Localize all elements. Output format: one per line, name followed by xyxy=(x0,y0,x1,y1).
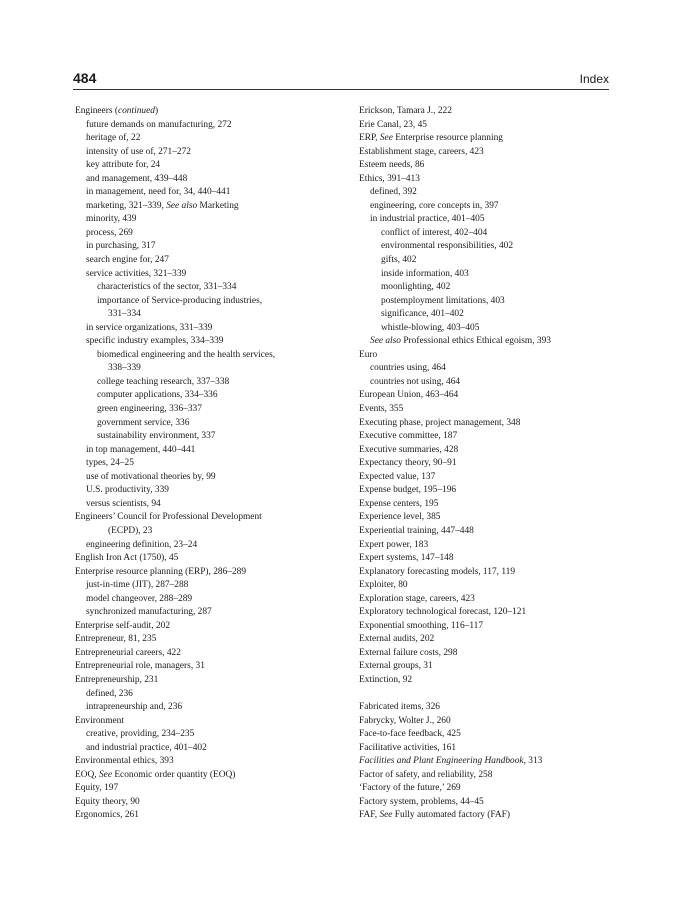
index-italic-text: Facilities and Plant Engineering Handbook xyxy=(359,756,524,767)
index-text: Events, 355 xyxy=(359,404,404,415)
index-text: versus scientists, 94 xyxy=(86,498,161,509)
index-text: External audits, 202 xyxy=(359,634,435,645)
index-subentry xyxy=(75,240,347,254)
index-subentry xyxy=(75,498,347,512)
index-entry xyxy=(359,633,611,647)
index-subentry xyxy=(75,335,347,349)
index-text: synchronized manufacturing, 287 xyxy=(86,607,212,618)
index-entry xyxy=(359,674,611,688)
index-entry xyxy=(359,511,611,525)
index-subentry xyxy=(75,322,347,336)
index-entry xyxy=(359,606,611,620)
index-entry xyxy=(75,620,347,634)
index-text: intrapreneurship and, 236 xyxy=(86,702,183,713)
index-text: gifts, 402 xyxy=(381,255,417,266)
index-text: Expense centers, 195 xyxy=(359,498,439,509)
index-text: ‘Factory of the future,’ 269 xyxy=(359,783,461,794)
index-entry xyxy=(359,728,611,742)
index-text: Engineers ( xyxy=(75,106,118,116)
index-subentry xyxy=(359,186,611,200)
index-entry xyxy=(359,701,611,715)
index-subentry xyxy=(359,268,611,282)
index-entry-continuation xyxy=(75,525,347,539)
index-subentry xyxy=(359,200,611,214)
index-italic-text: See xyxy=(379,810,393,821)
index-text: English Iron Act (1750), 45 xyxy=(75,553,179,564)
index-entry xyxy=(359,471,611,485)
index-text: Esteem needs, 86 xyxy=(359,160,425,171)
index-entry xyxy=(359,430,611,444)
index-entry xyxy=(359,389,611,403)
index-text: Ethics, 391–413 xyxy=(359,173,420,184)
index-text: Expectancy theory, 90–91 xyxy=(359,458,457,469)
index-text: Executive committee, 187 xyxy=(359,431,458,442)
index-text: Enterprise resource planning xyxy=(392,133,503,144)
index-text: college teaching research, 337–338 xyxy=(97,376,230,387)
index-text: model changeover, 288–289 xyxy=(86,593,193,604)
running-head: Index xyxy=(579,72,609,86)
index-subentry xyxy=(75,227,347,241)
index-text: in top management, 440–441 xyxy=(86,444,196,455)
index-entry xyxy=(359,457,611,471)
index-text: Equity theory, 90 xyxy=(75,796,140,807)
index-subentry xyxy=(75,173,347,187)
index-text: significance, 401–402 xyxy=(381,309,464,320)
index-entry xyxy=(359,173,611,187)
index-text: Marketing xyxy=(197,200,239,211)
index-subentry xyxy=(75,430,347,444)
index-entry xyxy=(359,146,611,160)
index-subentry xyxy=(75,579,347,593)
index-italic-text: See xyxy=(98,769,112,780)
index-subentry xyxy=(359,240,611,254)
index-text: Executive summaries, 428 xyxy=(359,444,459,455)
index-text: Euro xyxy=(359,349,378,360)
index-text: Exploration stage, careers, 423 xyxy=(359,593,475,604)
index-text: types, 24–25 xyxy=(86,458,134,469)
index-text: Expense budget, 195–196 xyxy=(359,485,457,496)
index-subentry xyxy=(359,213,611,227)
index-entry xyxy=(359,796,611,810)
index-entry xyxy=(359,660,611,674)
index-text: intensity of use of, 271–272 xyxy=(86,146,191,157)
index-text: search engine for, 247 xyxy=(86,255,169,266)
index-italic-text: See also xyxy=(166,200,198,211)
page-number: 484 xyxy=(73,70,97,86)
index-text: Erickson, Tamara J., 222 xyxy=(359,106,452,116)
index-text: and management, 439–448 xyxy=(86,173,188,184)
index-subentry xyxy=(359,362,611,376)
index-text: EOQ, xyxy=(75,769,99,780)
index-text: just-in-time (JIT), 287–288 xyxy=(86,580,189,591)
index-text: Equity, 197 xyxy=(75,783,119,794)
index-subentry xyxy=(75,688,347,702)
index-text: Entrepreneurial careers, 422 xyxy=(75,647,181,658)
index-entry xyxy=(359,566,611,580)
index-entry xyxy=(75,647,347,661)
index-subentry xyxy=(359,376,611,390)
index-entry xyxy=(359,809,611,823)
index-entry xyxy=(359,769,611,783)
index-text: Establishment stage, careers, 423 xyxy=(359,146,484,157)
index-text: Economic order quantity (EOQ) xyxy=(111,769,236,780)
index-entry xyxy=(359,647,611,661)
index-text: Exploratory technological forecast, 120–121 xyxy=(359,607,527,618)
index-text: Facilitative activities, 161 xyxy=(359,742,457,753)
index-subentry xyxy=(75,200,347,214)
index-subentry xyxy=(359,308,611,322)
index-text: Enterprise resource planning (ERP), 286–289 xyxy=(75,566,247,577)
index-text: in industrial practice, 401–405 xyxy=(370,214,485,225)
index-subentry xyxy=(75,146,347,160)
index-text: Expert systems, 147–148 xyxy=(359,553,454,564)
index-text: Factor of safety, and reliability, 258 xyxy=(359,769,493,780)
index-entry xyxy=(359,593,611,607)
index-text: Experience level, 385 xyxy=(359,512,441,523)
index-entry xyxy=(75,660,347,674)
index-subentry xyxy=(75,254,347,268)
index-entry xyxy=(359,525,611,539)
index-text: key attribute for, 24 xyxy=(86,160,161,171)
index-text: Entrepreneurial role, managers, 31 xyxy=(75,661,205,672)
index-text: Professional ethics Ethical egoism, 393 xyxy=(400,336,551,347)
index-subentry xyxy=(75,742,347,756)
index-text: U.S. productivity, 339 xyxy=(86,485,169,496)
index-entry xyxy=(75,511,347,525)
index-subentry xyxy=(75,457,347,471)
index-text: engineering definition, 23–24 xyxy=(86,539,198,550)
index-subentry xyxy=(359,254,611,268)
index-text: inside information, 403 xyxy=(381,268,469,279)
index-subentry xyxy=(75,471,347,485)
index-subentry xyxy=(75,606,347,620)
index-entry xyxy=(75,566,347,580)
index-entry xyxy=(359,620,611,634)
index-subentry xyxy=(75,186,347,200)
index-text: Entrepreneur, 81, 235 xyxy=(75,634,157,645)
index-entry xyxy=(359,552,611,566)
index-text: (ECPD), 23 xyxy=(108,525,153,536)
index-entry xyxy=(75,715,347,729)
index-subentry xyxy=(75,295,347,309)
index-subentry xyxy=(359,227,611,241)
index-subentry xyxy=(75,539,347,553)
index-text: heritage of, 22 xyxy=(86,133,141,144)
index-italic-text: See xyxy=(379,133,393,144)
index-text: 331–334 xyxy=(108,309,141,320)
index-subentry xyxy=(75,281,347,295)
index-text: Executing phase, project management, 348 xyxy=(359,417,521,428)
index-entry xyxy=(359,349,611,363)
index-text: engineering, core concepts in, 397 xyxy=(370,200,499,211)
index-entry xyxy=(359,105,611,119)
index-entry xyxy=(75,769,347,783)
index-entry xyxy=(359,498,611,512)
index-text: , 313 xyxy=(523,756,543,767)
index-subentry xyxy=(75,417,347,431)
index-subentry xyxy=(75,268,347,282)
index-entry xyxy=(359,539,611,553)
index-text: green engineering, 336–337 xyxy=(97,404,202,415)
index-text: Face-to-face feedback, 425 xyxy=(359,729,461,740)
index-entry xyxy=(359,782,611,796)
index-entry xyxy=(359,715,611,729)
index-text: External failure costs, 298 xyxy=(359,647,458,658)
index-text: defined, 392 xyxy=(370,187,417,198)
index-text: Entrepreneurship, 231 xyxy=(75,674,159,685)
index-entry xyxy=(75,782,347,796)
index-text: future demands on manufacturing, 272 xyxy=(86,119,232,130)
index-subentry xyxy=(75,701,347,715)
index-text: importance of Service-producing industries, xyxy=(97,295,263,306)
index-subentry xyxy=(75,484,347,498)
index-entry xyxy=(75,674,347,688)
index-text: Ergonomics, 261 xyxy=(75,810,139,821)
index-subentry xyxy=(359,322,611,336)
index-text: Expert power, 183 xyxy=(359,539,429,550)
index-text: process, 269 xyxy=(86,227,133,238)
index-entry xyxy=(359,417,611,431)
index-entry-continuation xyxy=(75,362,347,376)
index-subentry xyxy=(75,389,347,403)
index-text: characteristics of the sector, 331–334 xyxy=(97,282,237,293)
index-entry xyxy=(75,755,347,769)
index-entry xyxy=(359,159,611,173)
index-text: whistle-blowing, 403–405 xyxy=(381,322,480,333)
index-text: creative, providing, 234–235 xyxy=(86,729,195,740)
index-text: countries not using, 464 xyxy=(370,376,461,387)
index-column-right xyxy=(359,105,611,823)
index-text: FAF, xyxy=(359,810,380,821)
index-text: in management, need for, 34, 440–441 xyxy=(86,187,231,198)
index-subentry xyxy=(75,403,347,417)
index-text: ERP, xyxy=(359,133,380,144)
index-subentry xyxy=(359,295,611,309)
index-text: Exploiter, 80 xyxy=(359,580,408,591)
index-entry xyxy=(75,105,347,119)
index-column-left xyxy=(75,105,347,823)
index-text: specific industry examples, 334–339 xyxy=(86,336,224,347)
index-entry xyxy=(75,633,347,647)
index-text: Environment xyxy=(75,715,124,726)
index-text: External groups, 31 xyxy=(359,661,433,672)
index-entry xyxy=(75,552,347,566)
index-entry xyxy=(359,484,611,498)
index-text: Expected value, 137 xyxy=(359,471,436,482)
index-entry xyxy=(359,444,611,458)
index-text: Fabricated items, 326 xyxy=(359,702,440,713)
index-text: and industrial practice, 401–402 xyxy=(86,742,207,753)
index-text: Erie Canal, 23, 45 xyxy=(359,119,427,130)
index-subentry xyxy=(359,281,611,295)
index-text: Engineers’ Council for Professional Development xyxy=(75,512,262,523)
index-subentry xyxy=(75,159,347,173)
index-text: minority, 439 xyxy=(86,214,137,225)
index-subentry xyxy=(75,213,347,227)
index-text: use of motivational theories by, 99 xyxy=(86,471,216,482)
index-text: Fully automated factory (FAF) xyxy=(392,810,510,821)
index-section-gap xyxy=(359,688,611,702)
index-text: Enterprise self-audit, 202 xyxy=(75,620,171,631)
index-text: postemployment limitations, 403 xyxy=(381,295,505,306)
index-text: marketing, 321–339, xyxy=(86,200,167,211)
index-entry-continuation xyxy=(75,308,347,322)
index-text: service activities, 321–339 xyxy=(86,268,187,279)
index-entry xyxy=(359,755,611,769)
index-text: defined, 236 xyxy=(86,688,133,699)
index-entry xyxy=(359,119,611,133)
index-entry xyxy=(75,796,347,810)
index-text: Extinction, 92 xyxy=(359,674,413,685)
index-entry xyxy=(359,579,611,593)
index-text: Experiential training, 447–448 xyxy=(359,525,474,536)
index-entry xyxy=(359,403,611,417)
index-entry xyxy=(359,742,611,756)
index-subentry xyxy=(75,119,347,133)
index-text: European Union, 463–464 xyxy=(359,390,459,401)
index-subentry xyxy=(75,349,347,363)
index-text: moonlighting, 402 xyxy=(381,282,451,293)
header-rule xyxy=(73,89,609,90)
index-subentry xyxy=(75,376,347,390)
index-text: biomedical engineering and the health services, xyxy=(97,349,276,360)
index-subentry xyxy=(75,593,347,607)
index-text: conflict of interest, 402–404 xyxy=(381,227,488,238)
index-entry xyxy=(75,809,347,823)
index-subentry xyxy=(75,444,347,458)
index-text: computer applications, 334–336 xyxy=(97,390,218,401)
index-text: Environmental ethics, 393 xyxy=(75,756,174,767)
index-text: Explanatory forecasting models, 117, 119 xyxy=(359,566,516,577)
index-italic-text: See also xyxy=(370,336,401,347)
index-italic-text: continued xyxy=(117,106,155,116)
index-text: in purchasing, 317 xyxy=(86,241,156,252)
index-text: Factory system, problems, 44–45 xyxy=(359,796,484,807)
index-text: Exponential smoothing, 116–117 xyxy=(359,620,484,631)
index-text: environmental responsibilities, 402 xyxy=(381,241,514,252)
index-text: government service, 336 xyxy=(97,417,190,428)
index-entry xyxy=(359,132,611,146)
index-subentry xyxy=(359,335,611,349)
index-text: countries using, 464 xyxy=(370,363,446,374)
index-text: ) xyxy=(154,106,159,116)
index-text: sustainability environment, 337 xyxy=(97,431,216,442)
index-subentry xyxy=(75,132,347,146)
index-subentry xyxy=(75,728,347,742)
index-text: Fabrycky, Wolter J., 260 xyxy=(359,715,451,726)
index-text: in service organizations, 331–339 xyxy=(86,322,213,333)
index-text: 338–339 xyxy=(108,363,141,374)
